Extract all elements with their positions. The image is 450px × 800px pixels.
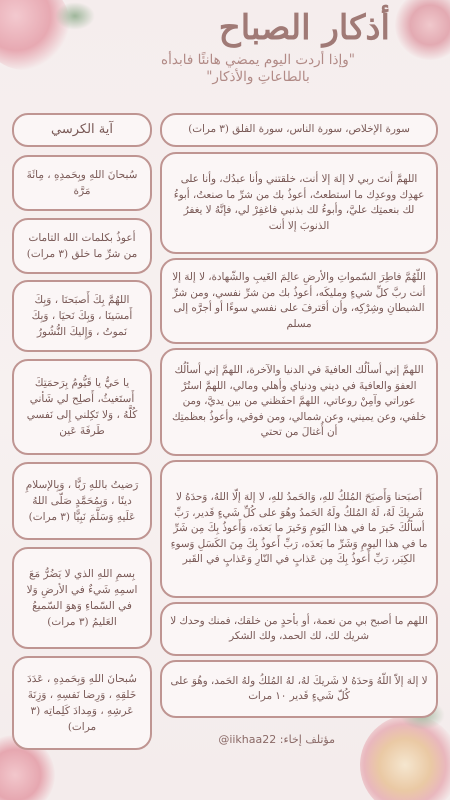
dhikr-text: بِسمِ اللهِ الذي لا يَضُرُّ مَعَ اسمِهِ شَيءٌ في الأرضِ وَلا في السّماءِ وَهوَ السّميعُ العَليمُ (٣ مرات) [26, 568, 138, 628]
dhikr-text: أعوذُ بكلمات الله التامات من شرِّ ما خلق (٣ مرات) [26, 232, 138, 260]
dhikr-card [12, 656, 152, 750]
dhikr-card [160, 348, 438, 456]
dhikr-card [160, 152, 438, 254]
flower-top-right-decoration [395, 0, 450, 60]
dhikr-text: اللهم ما أصبح بي من نعمة، أو بأحدٍ من خلقك، فمنك وحدك لا شريك لك، لك الحمد، ولك الشكر [170, 614, 428, 642]
dhikr-card [12, 359, 152, 455]
dhikr-card [12, 462, 152, 540]
dhikr-text: لا إلهَ إلاّ اللّهُ وَحدَهُ لا شَريكَ لهُ، لهُ المُلكُ ولهُ الحَمد، وهُوَ على كُلّ شَيءٍ قَدير ١٠ مرات [170, 674, 428, 702]
dhikr-card [12, 547, 152, 649]
dhikr-card [12, 280, 152, 352]
dhikr-text: سُبحانَ اللهِ وبِحَمدِهِ ، مِائَةَ مَرَّة [26, 169, 138, 197]
dhikr-text: اللّهُمَّ فاطِرَ السّمواتِ والأرضِ عالِمَ الغَيبِ والشّهادة، لا إلهَ إلا أنت ربَّ كلِّ شيءٍ ومليكَه، أعوذُ بك من شرِّ نفسي، ومن شرِّ الشيطانِ وشِرْكِه، وأن أقترفَ على نفسي سوءًا أو أجرَّه إلى مسلم [172, 271, 426, 330]
dhikr-card [160, 660, 438, 718]
dhikr-text: سورة الإخلاص، سورة الناس، سورة الفلق (٣ مرات) [188, 123, 410, 136]
dhikr-card [160, 460, 438, 598]
dhikr-text: اللهمَّ أنتَ ربي لا إلهَ إلا أنت، خلقتني وأنا عبدُك، وأنا على عهدِك ووعدِك ما استطعتُ، أعوذُ بك من شرِّ ما صنعتُ، أبوءُ لك بنعمتِك عليَّ، وأبوءُ لك بذنبي فاغفِرْ لي، فإنَّهُ لا يغفرُ الذنوبَ إلا أنت [173, 173, 425, 232]
dhikr-card [160, 602, 438, 656]
dhikr-text: يا حَيُّ يا قَيُّومُ بِرَحمَتِكَ أَستَغيثُ، أَصلِح لي شَأني كُلَّهُ ، وَلا تَكِلني إِلى نَفسي طَرفَةَ عَين [26, 377, 138, 437]
dhikr-text: آية الكرسي [51, 122, 113, 137]
dhikr-text: اللهُمَّ بِكَ أَصبَحنَا ، وَبِكَ أَمسَينَا ، وَبِكَ نَحيَا ، وَبِكَ نَموتُ ، وَإِليكَ النُّشُورُ [31, 294, 133, 338]
dhikr-card [12, 155, 152, 211]
dhikr-card [160, 258, 438, 344]
leaf-top-left-decoration [55, 2, 95, 30]
page-title: أذكار الصباح [218, 8, 390, 48]
dhikr-text: أَصبَحنا وَأَصبَحَ المُلكُ للهِ، وَالحَمدُ للهِ، لا إلهَ إلّا اللهُ، وَحدَهُ لا شَريكَ لَهُ، لَهُ المُلكُ ولَهُ الحَمدُ وهُوَ على كُلِّ شَيءٍ قَدير، رَبِّ أسألُكَ خَيرَ ما في هذا اليَومِ وَخَيرَ ما بَعدَه، وَأَعوذُ بِكَ مِن شَرِّ ما في هذا اليومِ وَشَرِّ ما بَعدَه، رَبِّ أَعوذُ بِكَ مِنَ الكَسَلِ وَسوءِ الكِبَر، رَبِّ أَعوذُ بِكَ مِن عَذابٍ في النّارِ وَعَذابٍ في القَبر [170, 491, 428, 566]
page-subtitle: "وإذا أردت اليوم يمضي هانئًا فابدأه بالطاعاتِ والأذكار" [161, 52, 355, 85]
dhikr-card [12, 218, 152, 274]
dhikr-text: سُبحانَ اللهِ وَبِحَمدِهِ ، عَدَدَ خَلقِهِ ، وَرِضا نَفسِهِ ، وَزِنَةَ عَرشِهِ ، وَمِدادَ كَلِماتِه (٣ مرات) [27, 673, 137, 733]
dhikr-card [160, 113, 438, 147]
flower-bottom-right-decoration [360, 715, 450, 800]
footer-credit: مؤتلف إخاء: iikhaa22@ [218, 733, 335, 746]
dhikr-text: رَضيتُ باللهِ رَبًّا ، وَبِالإسلامِ دينًا ، وَبِمُحَمَّدٍ صَلّى اللهُ عَلَيهِ وَسَلَّمَ نَبِيًّا (٣ مرات) [25, 479, 139, 523]
dhikr-text: اللهمَّ إني أسألُك العافيةَ في الدنيا والآخرة، اللهمَّ إني أسألُك العفوَ والعافيةَ في ديني ودنياي وأهلي ومالي، اللهمَّ استُرْ عوراتي وآمِنْ روعاتي، اللهمَّ احفَظني من بين يديَّ، ومن خلفي، وعن يميني، وعن شمالي، ومن فوقي، وأعوذُ بعظمتِك أن أُغتالَ من تحتي [172, 364, 426, 439]
dhikr-card [12, 113, 152, 147]
